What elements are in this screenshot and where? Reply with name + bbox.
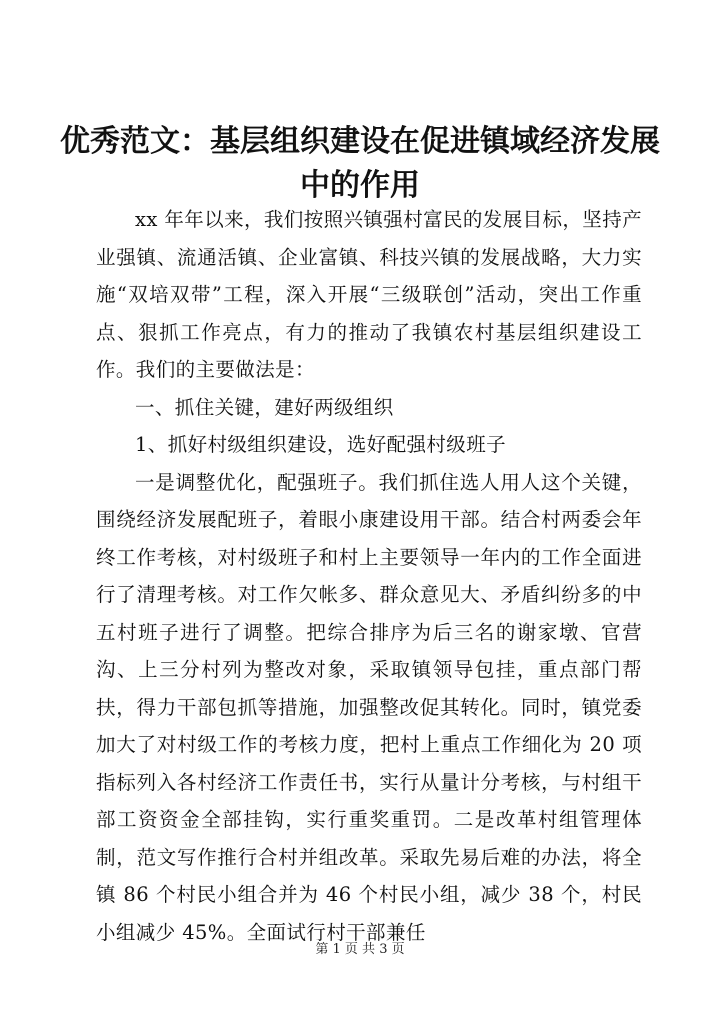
body-paragraph: 一是调整优化，配强班子。我们抓住选人用人这个关键，围绕经济发展配班子，着眼小康建设用干部。结合村两委会年终工作考核，对村级班子和村上主要领导一年内的工作全面进行了清理考核。对工作欠帐多、群众意见大、矛盾纠纷多的中五村班子进行了调整。把综合排序为后三名的谢家墩、官营沟、上三分村列为整改对象，采取镇领导包挂，重点部门帮扶，得力干部包抓等措施，加强整改促其转化。同时，镇党委加大了对村级工作的考核力度，把村上重点工作细化为 20 项指标列入各村经济工作责任书，实行从量计分考核，与村组干部工资资金全部挂钩，实行重奖重罚。二是改革村组管理体制，范文写作推行合村并组改革。采取先易后难的办法，将全镇 86 个村民小组合并为 46 个村民小组，减少 38 个，村民小组减少 45%。全面试行村干部兼任 <box>96 470 642 944</box>
subsection-heading: 1、抓好村级组织建设，选好配强村级班子 <box>135 433 507 456</box>
page-number-footer: 第 1 页 共 3 页 <box>315 942 405 957</box>
section-heading: 一、抓住关键，建好两级组织 <box>135 395 394 419</box>
body-paragraph: xx 年年以来，我们按照兴镇强村富民的发展目标，坚持产业强镇、流通活镇、企业富镇、科技兴镇的发展战略，大力实施“双培双带”工程，深入开展“三级联创”活动，突出工作重点、狠抓工作亮点，有力的推动了我镇农村基层组织建设工作。我们的主要做法是： <box>96 208 642 381</box>
document-title: 优秀范文：基层组织建设在促进镇域经济发展中的作用 <box>60 124 660 203</box>
document-body <box>96 201 642 951</box>
